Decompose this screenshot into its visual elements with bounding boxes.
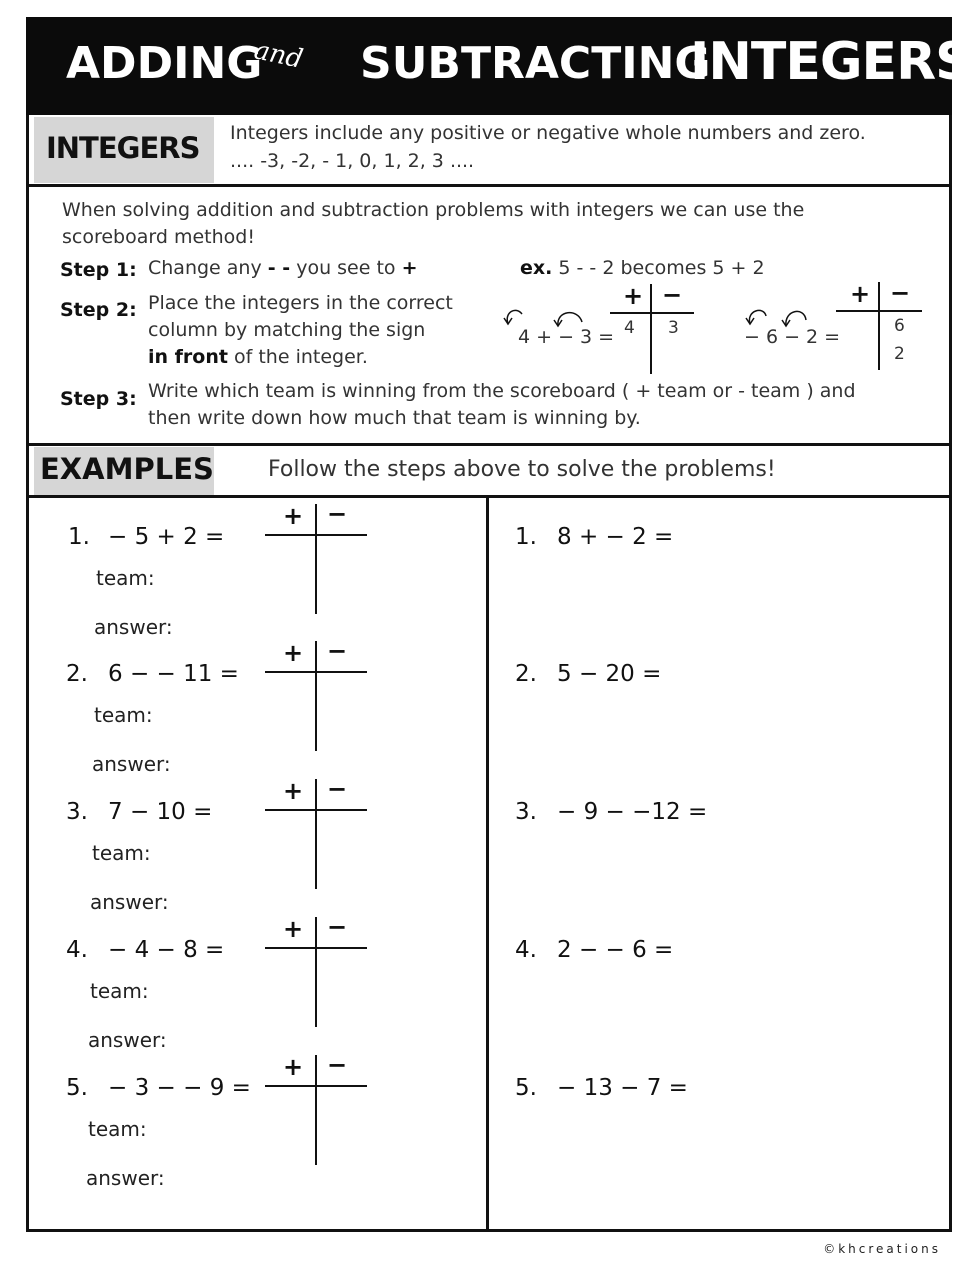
answer-label: answer: [86, 1166, 165, 1190]
plus-sign: + [283, 1053, 304, 1081]
answer-label: answer: [90, 890, 169, 914]
problem-expression: − 9 − −12 = [557, 799, 708, 825]
problem-number: 1. [515, 524, 537, 550]
divider [29, 495, 949, 498]
problem-expression: 2 − − 6 = [557, 937, 674, 963]
plus-sign: + [283, 915, 304, 943]
problem-number: 4. [66, 937, 88, 963]
scoreboard [265, 913, 369, 1029]
problem-expression: − 3 − − 9 = [108, 1075, 251, 1101]
minus-sign: − [327, 500, 348, 528]
demo2-minus-value-2: 2 [894, 344, 905, 364]
problem-number: 4. [515, 937, 537, 963]
plus-sign: + [283, 502, 304, 530]
scoreboard [265, 500, 369, 616]
step2-line1: Place the integers in the correct [148, 292, 453, 314]
problem-number: 1. [68, 524, 90, 550]
step3-line1: Write which team is winning from the scoreboard ( + team or - team ) and [148, 380, 856, 402]
minus-sign: − [662, 281, 683, 309]
divider [29, 184, 949, 187]
divider [29, 443, 949, 446]
step1-example: ex. 5 - - 2 becomes 5 + 2 [520, 257, 765, 279]
examples-instruction: Follow the steps above to solve the problems! [268, 457, 776, 482]
step2-line2: column by matching the sign [148, 319, 426, 341]
plus-sign: + [623, 282, 644, 310]
step3-line2: then write down how much that team is winning by. [148, 407, 641, 429]
problem-expression: − 4 − 8 = [108, 937, 225, 963]
title-and: and [251, 35, 306, 75]
step3-label: Step 3: [60, 388, 137, 410]
demo2-minus-value-1: 6 [894, 316, 905, 336]
demo1-expression: 4 + − 3 = [518, 326, 615, 348]
problem-expression: 8 + − 2 = [557, 524, 674, 550]
title-integers: INTEGERS [690, 32, 972, 92]
problem-number: 3. [515, 799, 537, 825]
column-divider [486, 497, 489, 1230]
minus-sign: − [327, 775, 348, 803]
integers-label: INTEGERS [46, 131, 200, 165]
title-adding: ADDING [66, 38, 263, 89]
integers-definition: Integers include any positive or negative whole numbers and zero. [230, 122, 866, 144]
problem-number: 3. [66, 799, 88, 825]
problem-expression: 5 − 20 = [557, 661, 662, 687]
step2-line3: in front of the integer. [148, 346, 368, 368]
problem-number: 5. [66, 1075, 88, 1101]
minus-sign: − [327, 1051, 348, 1079]
title-subtracting: SUBTRACTING [360, 38, 711, 89]
answer-label: answer: [94, 615, 173, 639]
copyright: ©khcreations [823, 1242, 941, 1256]
minus-sign: − [890, 279, 911, 307]
plus-sign: + [850, 280, 871, 308]
step1-label: Step 1: [60, 259, 137, 281]
scoreboard [265, 1051, 369, 1167]
plus-sign: + [283, 639, 304, 667]
scoreboard [265, 775, 369, 891]
integers-sequence: .... -3, -2, - 1, 0, 1, 2, 3 .... [230, 150, 475, 172]
step2-label: Step 2: [60, 299, 137, 321]
team-label: team: [90, 979, 149, 1003]
minus-sign: − [327, 913, 348, 941]
problem-expression: − 13 − 7 = [557, 1075, 688, 1101]
team-label: team: [94, 703, 153, 727]
scoreboard [265, 637, 369, 753]
team-label: team: [96, 566, 155, 590]
problem-expression: − 5 + 2 = [108, 524, 225, 550]
demo1-scoreboard [610, 281, 700, 376]
problem-number: 2. [515, 661, 537, 687]
minus-sign: − [327, 637, 348, 665]
demo1-plus-value: 4 [624, 318, 635, 338]
examples-label: EXAMPLES [40, 452, 214, 486]
step1-text: Change any - - you see to + [148, 257, 418, 279]
team-label: team: [88, 1117, 147, 1141]
demo1-minus-value: 3 [668, 318, 679, 338]
demo2-expression: − 6 − 2 = [744, 326, 841, 348]
answer-label: answer: [92, 752, 171, 776]
plus-sign: + [283, 777, 304, 805]
problem-expression: 6 − − 11 = [108, 661, 239, 687]
intro-line-2: scoreboard method! [62, 226, 255, 248]
answer-label: answer: [88, 1028, 167, 1052]
problem-expression: 7 − 10 = [108, 799, 213, 825]
problem-number: 5. [515, 1075, 537, 1101]
problem-number: 2. [66, 661, 88, 687]
team-label: team: [92, 841, 151, 865]
intro-line-1: When solving addition and subtraction problems with integers we can use the [62, 199, 805, 221]
demo2-scoreboard [836, 279, 928, 372]
